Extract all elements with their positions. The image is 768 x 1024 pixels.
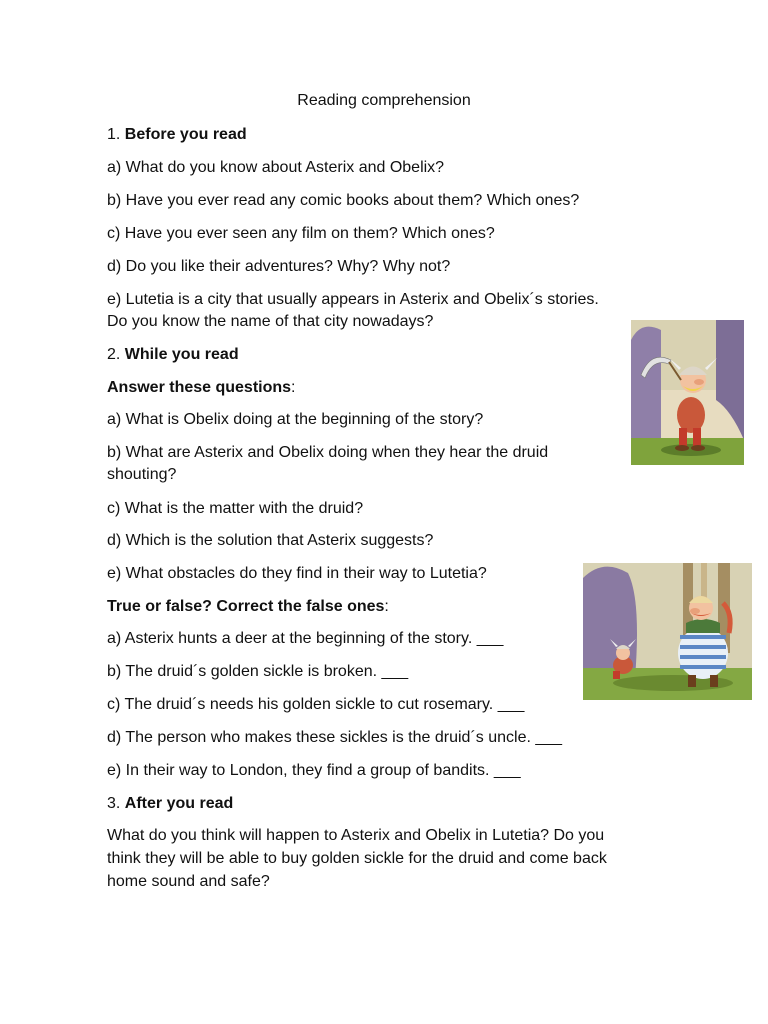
s1-question-a: a) What do you know about Asterix and Obelix?	[107, 159, 445, 176]
section-3-number: 3.	[107, 795, 121, 812]
asterix-obelix-cartoon-icon	[583, 563, 752, 700]
section-1-title: Before you read	[124, 126, 247, 143]
s2-question-b-line2: shouting?	[107, 466, 177, 483]
true-false-heading	[107, 596, 389, 618]
answer-questions-colon: :	[291, 379, 296, 396]
s2-question-a: a) What is Obelix doing at the beginning of the story?	[107, 411, 484, 428]
s2-question-d: d) Which is the solution that Asterix suggests?	[107, 532, 434, 549]
section-2-title: While you read	[124, 346, 239, 363]
section-2-heading	[107, 344, 239, 366]
section-1-heading	[107, 124, 247, 146]
true-false-label: True or false? Correct the false ones	[107, 598, 385, 615]
s1-question-c: c) Have you ever seen any film on them? Which ones?	[107, 225, 495, 242]
s1-question-e-line1: e) Lutetia is a city that usually appears in Asterix and Obelix´s stories.	[107, 291, 599, 308]
s3-text-line3: home sound and safe?	[107, 873, 270, 890]
true-false-colon: :	[384, 598, 389, 615]
page-title: Reading comprehension	[297, 92, 471, 109]
s2-question-b-line1: b) What are Asterix and Obelix doing when they hear the druid	[107, 444, 549, 461]
section-2-number: 2.	[107, 346, 121, 363]
tf-statement-b: b) The druid´s golden sickle is broken. ___	[107, 663, 409, 680]
s3-text-line1: What do you think will happen to Asterix and Obelix in Lutetia? Do you	[107, 827, 605, 844]
section-1-number: 1.	[107, 126, 121, 143]
asterix-illustration	[631, 320, 744, 465]
answer-questions-heading	[107, 377, 296, 399]
s1-question-b: b) Have you ever read any comic books about them? Which ones?	[107, 192, 580, 209]
answer-questions-label: Answer these questions	[107, 379, 292, 396]
tf-statement-a: a) Asterix hunts a deer at the beginning of the story. ___	[107, 630, 504, 647]
s1-question-e-line2: Do you know the name of that city nowadays?	[107, 313, 434, 330]
s2-question-c: c) What is the matter with the druid?	[107, 500, 364, 517]
s2-question-e: e) What obstacles do they find in their way to Lutetia?	[107, 565, 487, 582]
section-3-heading	[107, 793, 233, 815]
tf-statement-e: e) In their way to London, they find a group of bandits. ___	[107, 762, 521, 779]
s3-text-line2: think they will be able to buy golden sickle for the druid and come back	[107, 850, 607, 867]
section-3-title: After you read	[124, 795, 234, 812]
tf-statement-d: d) The person who makes these sickles is the druid´s uncle. ___	[107, 729, 563, 746]
asterix-obelix-illustration	[583, 563, 752, 700]
asterix-cartoon-icon	[631, 320, 744, 465]
s1-question-d: d) Do you like their adventures? Why? Why not?	[107, 258, 451, 275]
tf-statement-c: c) The druid´s needs his golden sickle to cut rosemary. ___	[107, 696, 525, 713]
